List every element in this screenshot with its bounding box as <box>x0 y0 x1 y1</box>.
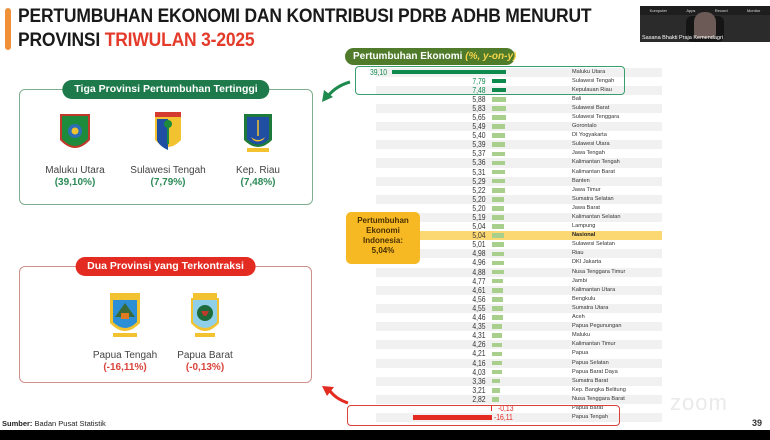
chart-value-label: 3,21 <box>472 385 486 395</box>
top-provinces-panel <box>19 83 313 205</box>
chart-category-label: Maluku <box>572 332 591 339</box>
chart-value-label: -0,13 <box>498 403 514 413</box>
chart-category-label: Sumatra Selatan <box>572 195 614 202</box>
chart-category-label: Papua Tengah <box>572 414 608 421</box>
chart-bar <box>492 324 502 329</box>
chart-row <box>376 340 662 349</box>
chart-value-label: 5,88 <box>472 94 486 104</box>
province-card <box>160 291 250 373</box>
chart-value-label: 4,03 <box>472 367 486 377</box>
chart-bar <box>492 343 502 348</box>
chart-bar <box>492 261 504 266</box>
chart-category-label: Kepulauan Riau <box>572 86 612 93</box>
chart-bar <box>492 97 506 102</box>
chart-value-label: 4,46 <box>472 313 486 323</box>
chart-row <box>376 140 662 149</box>
chart-value-label: 4,96 <box>472 258 486 268</box>
chart-value-label: -16,11 <box>494 413 513 423</box>
contracted-provinces-panel <box>19 260 312 383</box>
chart-row <box>376 158 662 167</box>
chart-bar <box>492 206 504 211</box>
source-note: Sumber: Badan Pusat Statistik <box>2 419 106 428</box>
chart-bar <box>492 197 504 202</box>
chart-row <box>376 359 662 368</box>
chart-value-label: 2,82 <box>472 394 486 404</box>
chart-category-label: Papua Pegunungan <box>572 323 622 330</box>
province-value: (39,10%) <box>54 177 96 188</box>
chart-bar <box>492 188 505 193</box>
top-panel-title: Tiga Provinsi Pertumbuhan Tertinggi <box>62 80 269 99</box>
province-card <box>30 110 120 188</box>
chart-bar <box>492 315 503 320</box>
papua-tengah-emblem-icon <box>107 291 143 341</box>
chart-row <box>376 195 662 204</box>
chart-category-label: Banten <box>572 177 590 184</box>
chart-row <box>376 149 662 158</box>
chart-bar <box>492 297 503 302</box>
chart-value-label: 5,20 <box>472 194 486 204</box>
chart-title: Pertumbuhan Ekonomi (%, y-on-y) <box>345 48 515 65</box>
page-title <box>18 5 591 53</box>
chart-bar <box>492 142 505 147</box>
title-accent-bar <box>5 8 11 50</box>
negative-growth-highlight <box>347 405 620 426</box>
province-card <box>123 110 213 188</box>
chart-row <box>376 186 662 195</box>
chart-bar <box>492 133 505 138</box>
sulawesi-tengah-emblem-icon <box>151 110 185 156</box>
chart-category-label: Lampung <box>572 223 596 230</box>
chart-value-label: 5,83 <box>472 103 486 113</box>
chart-value-label: 4,16 <box>472 358 486 368</box>
chart-row <box>376 113 662 122</box>
toolbar-item[interactable]: Record <box>714 8 728 13</box>
chart-row <box>376 168 662 177</box>
chart-row <box>376 395 662 404</box>
chart-category-label: Papua Barat <box>572 404 604 411</box>
chart-bar <box>492 333 502 338</box>
chart-category-label: Kep. Bangka Belitung <box>572 386 626 393</box>
chart-category-label: Gorontalo <box>572 123 597 130</box>
chart-bar <box>492 370 502 375</box>
chart-row <box>376 268 662 277</box>
chart-value-label: 3,36 <box>472 376 486 386</box>
chart-bar <box>492 179 505 184</box>
chart-value-label: 5,49 <box>472 122 486 132</box>
maluku-utara-emblem-icon <box>58 110 92 156</box>
title-line-1: PERTUMBUHAN EKONOMI DAN KONTRIBUSI PDRB ADHB MENURUT <box>18 6 592 27</box>
chart-category-label: Sulawesi Utara <box>572 141 610 148</box>
chart-row <box>376 349 662 358</box>
chart-category-label: Papua <box>572 350 589 357</box>
bottom-panel-title: Dua Provinsi yang Terkontraksi <box>75 257 256 276</box>
chart-row <box>376 313 662 322</box>
province-card <box>80 291 170 373</box>
province-name: Sulawesi Tengah <box>130 165 206 176</box>
chart-value-label: 4,21 <box>472 349 486 359</box>
green-arrow-icon <box>318 80 352 106</box>
province-name: Papua Barat <box>177 350 233 361</box>
chart-row <box>376 177 662 186</box>
chart-bar <box>492 170 505 175</box>
chart-bar <box>492 270 504 275</box>
participant-name: Sasana Bhakti Praja Kemendagri <box>642 35 724 41</box>
chart-value-label: 5,40 <box>472 131 486 141</box>
toolbar-item[interactable]: Monitor <box>746 8 761 13</box>
video-tile[interactable] <box>640 6 770 42</box>
national-growth-callout: Pertumbuhan Ekonomi Indonesia: 5,04% <box>346 212 420 264</box>
chart-bar <box>492 215 504 220</box>
chart-category-label: DI Yogyakarta <box>572 132 607 139</box>
chart-row <box>376 295 662 304</box>
chart-category-label: Kalimantan Utara <box>572 286 616 293</box>
chart-category-label: Nusa Tenggara Barat <box>572 395 625 402</box>
chart-bar <box>492 388 500 393</box>
chart-category-label: Papua Selatan <box>572 359 609 366</box>
chart-category-label: Kalimantan Selatan <box>572 214 621 220</box>
chart-category-label: Aceh <box>572 314 585 321</box>
chart-value-label: 5,22 <box>472 185 486 195</box>
chart-row <box>376 104 662 113</box>
chart-value-label: 4,26 <box>472 340 486 350</box>
province-value: (-0,13%) <box>185 362 225 373</box>
chart-category-label: Kalimantan Timur <box>572 341 616 348</box>
chart-value-label: 5,37 <box>472 149 486 159</box>
chart-category-label: Maluku Utara <box>572 68 606 75</box>
province-value: (7,79%) <box>150 177 186 188</box>
chart-row <box>376 122 662 131</box>
chart-category-label: Sulawesi Barat <box>572 104 610 111</box>
toolbar-item[interactable]: Apps <box>686 8 696 13</box>
chart-value-label: 4,56 <box>472 294 486 304</box>
chart-value-label: 4,31 <box>472 331 486 341</box>
chart-row <box>376 368 662 377</box>
chart-value-label: 5,31 <box>472 167 486 177</box>
chart-category-label: Nusa Tenggara Timur <box>572 268 626 275</box>
chart-bar <box>492 242 504 247</box>
chart-bar <box>492 352 502 357</box>
chart-value-label: 5,39 <box>472 140 486 150</box>
chart-category-label: Bali <box>572 95 582 102</box>
chart-bar <box>492 115 506 120</box>
chart-category-label: Sulawesi Tengah <box>572 77 615 84</box>
chart-category-label: Jambi <box>572 277 587 284</box>
chart-bar <box>492 361 502 366</box>
screen-border <box>0 430 770 440</box>
chart-value-label: 4,77 <box>472 276 486 286</box>
toolbar-item[interactable]: Komputer <box>649 8 667 13</box>
province-value: (-16,11%) <box>103 362 147 373</box>
chart-value-label: 4,61 <box>472 285 486 295</box>
province-value: (7,48%) <box>240 177 276 188</box>
chart-row <box>376 331 662 340</box>
chart-category-label: Jawa Barat <box>572 204 600 211</box>
chart-category-label: Riau <box>572 250 584 257</box>
chart-bar <box>492 252 504 257</box>
chart-category-label: Sumatra Utara <box>572 304 609 311</box>
chart-value-label: 5,04 <box>472 222 486 232</box>
chart-bar <box>492 161 505 166</box>
chart-value-label: 5,19 <box>472 213 486 222</box>
chart-category-label: Kalimantan Barat <box>572 168 615 175</box>
chart-row <box>376 95 662 104</box>
chart-row <box>376 277 662 286</box>
chart-value-label: 5,36 <box>472 158 486 168</box>
province-name: Kep. Riau <box>236 165 280 176</box>
chart-bar <box>492 224 504 229</box>
chart-row <box>376 204 662 213</box>
chart-bar <box>492 124 505 129</box>
title-highlight: TRIWULAN 3-2025 <box>104 30 255 51</box>
chart-category-label: Nasional <box>572 232 596 239</box>
chart-row <box>376 131 662 140</box>
chart-row <box>376 386 662 395</box>
chart-category-label: Sumatra Barat <box>572 377 609 384</box>
chart-row <box>376 286 662 295</box>
kepulauan-riau-emblem-icon <box>241 110 275 156</box>
chart-row <box>376 304 662 313</box>
chart-bar <box>492 152 505 157</box>
chart-category-label: Bengkulu <box>572 295 596 302</box>
chart-value-label: 5,29 <box>472 176 486 186</box>
chart-value-label: 7,79 <box>472 76 486 86</box>
chart-bar <box>492 233 504 238</box>
chart-value-label: 4,35 <box>472 322 486 332</box>
red-arrow-icon <box>318 383 350 405</box>
chart-value-label: 7,48 <box>472 85 486 95</box>
papua-barat-emblem-icon <box>187 291 223 341</box>
chart-value-label: 4,98 <box>472 249 486 259</box>
province-card <box>213 110 303 188</box>
chart-value-label: 5,20 <box>472 203 486 213</box>
chart-row <box>376 322 662 331</box>
chart-category-label: Jawa Tengah <box>572 150 605 157</box>
chart-bar <box>492 397 499 402</box>
chart-value-label: 5,65 <box>472 112 486 122</box>
chart-row <box>376 377 662 386</box>
chart-category-label: Kalimantan Tengah <box>572 159 620 166</box>
chart-category-label: Sulawesi Tenggara <box>572 113 620 120</box>
chart-value-label: 39,10 <box>370 67 388 77</box>
province-name: Maluku Utara <box>45 165 105 176</box>
zoom-watermark: zoom <box>670 390 728 415</box>
province-name: Papua Tengah <box>92 350 158 361</box>
chart-bar <box>492 106 506 111</box>
chart-value-label: 5,04 <box>472 231 486 241</box>
chart-value-label: 4,88 <box>472 267 486 277</box>
chart-category-label: Sulawesi Selatan <box>572 241 615 248</box>
top-growth-highlight <box>355 66 625 95</box>
chart-bar <box>492 379 500 384</box>
chart-category-label: Jawa Timur <box>572 186 601 193</box>
chart-bar <box>492 306 503 311</box>
chart-value-label: 5,01 <box>472 240 486 250</box>
chart-bar <box>492 279 503 284</box>
chart-category-label: Papua Barat Daya <box>572 368 618 375</box>
title-line-2: PROVINSI TRIWULAN 3-2025 <box>18 30 255 51</box>
page-number: 39 <box>752 418 763 428</box>
chart-category-label: DKI Jakarta <box>572 259 602 266</box>
chart-bar <box>492 288 503 293</box>
chart-value-label: 4,55 <box>472 303 486 313</box>
